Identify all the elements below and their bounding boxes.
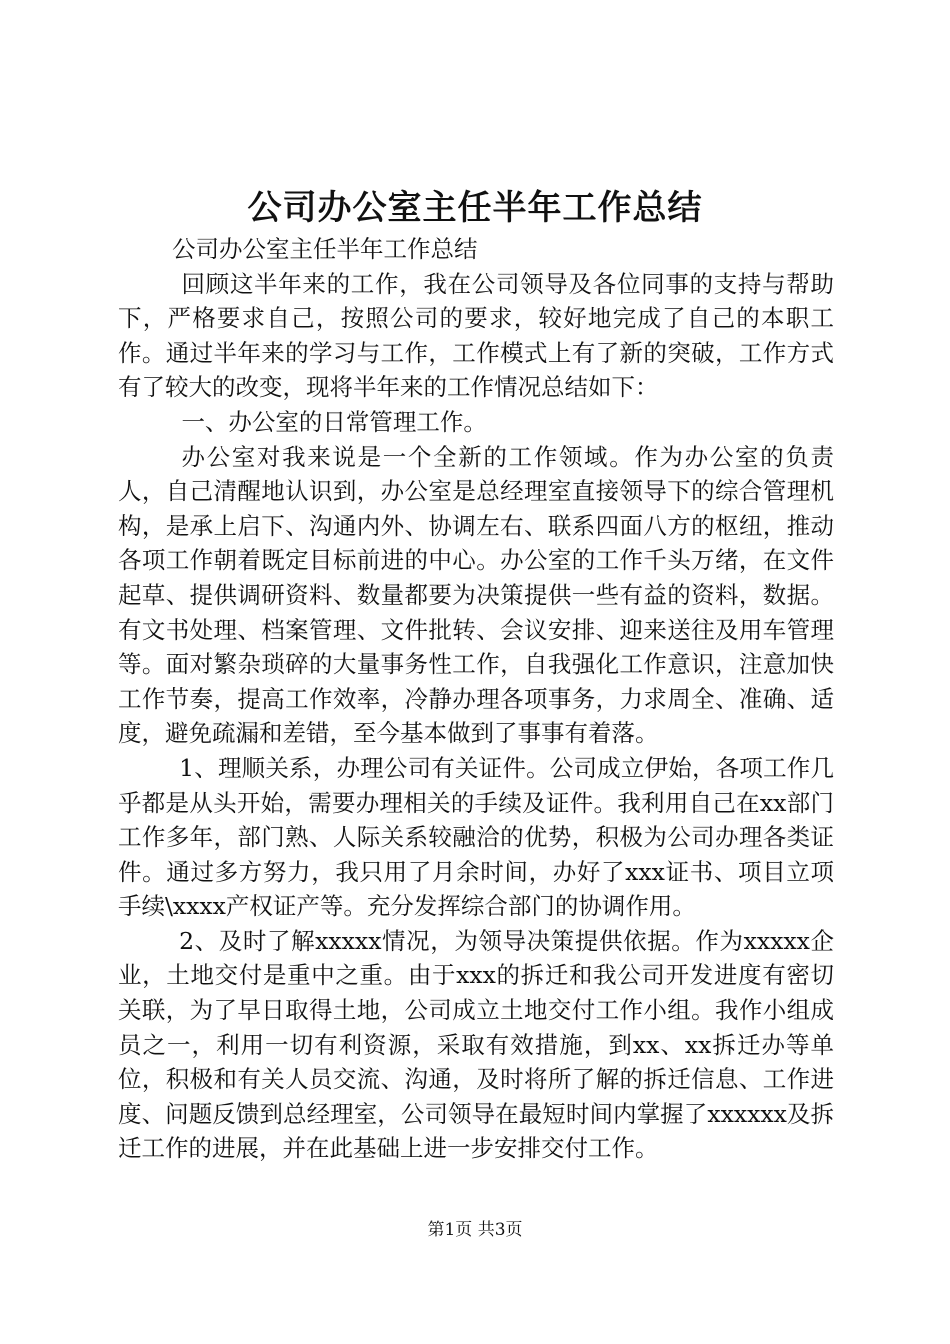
document-subtitle: 公司办公室主任半年工作总结 [172, 235, 478, 263]
document-body [118, 232, 834, 1166]
section-heading-1: 一、办公室的日常管理工作。 [181, 407, 487, 436]
paragraph-intro: 回顾这半年来的工作，我在公司领导及各位同事的支持与帮助下，严格要求自己，按照公司的要求，较好地完成了自己的本职工作。通过半年来的学习与工作，工作模式上有了新的突破，工作方式有了较大的改变，现将半年来的工作情况总结如下： [118, 269, 834, 402]
paragraph-item-1: 1、理顺关系，办理公司有关证件。公司成立伊始，各项工作几乎都是从头开始，需要办理相关的手续及证件。我利用自己在xx部门工作多年，部门熟、人际关系较融洽的优势，积极为公司办理各类证件。通过多方努力，我只用了月余时间，办好了xxx证书、项目立项手续\xxxx产权证产等。充分发挥综合部门的协调作用。 [118, 753, 834, 921]
page-footer: 第1页 共3页 [427, 1220, 523, 1240]
paragraph-office-duties: 办公室对我来说是一个全新的工作领域。作为办公室的负责人，自己清醒地认识到，办公室是总经理室直接领导下的综合管理机构，是承上启下、沟通内外、协调左右、联系四面八方的枢纽，推动各项工作朝着既定目标前进的中心。办公室的工作千头万绪，在文件起草、提供调研资料、数量都要为决策提供一些有益的资料，数据。有文书处理、档案管理、文件批转、会议安排、迎来送往及用车管理等。面对繁杂琐碎的大量事务性工作，自我强化工作意识，注意加快工作节奏，提高工作效率，冷静办理各项事务，力求周全、准确、适度，避免疏漏和差错，至今基本做到了事事有着落。 [118, 442, 834, 748]
document-title: 公司办公室主任半年工作总结 [247, 188, 703, 228]
paragraph-item-2: 2、及时了解xxxxx情况，为领导决策提供依据。作为xxxxx企业，土地交付是重中之重。由于xxx的拆迁和我公司开发进度有密切关联，为了早日取得土地，公司成立土地交付工作小组。我作小组成员之一，利用一切有利资源，采取有效措施，到xx、xx拆迁办等单位，积极和有关人员交流、沟通，及时将所了解的拆迁信息、工作进度、问题反馈到总经理室，公司领导在最短时间内掌握了xxxxxx及拆迁工作的进展，并在此基础上进一步安排交付工作。 [118, 926, 834, 1163]
